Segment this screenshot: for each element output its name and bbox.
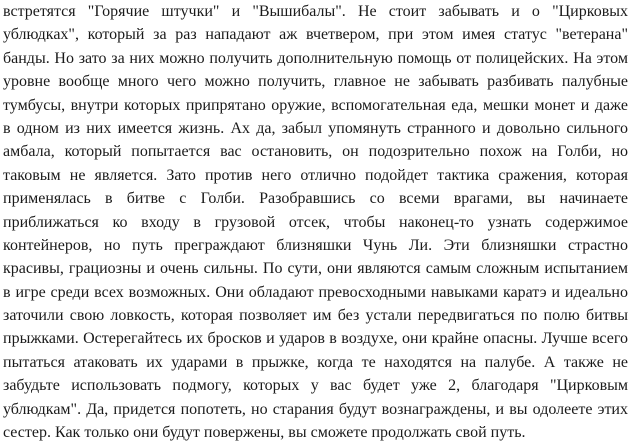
text-line: в одном из них имеется жизнь. Ах да, забыл упомянуть странного и довольно сильного bbox=[3, 119, 628, 137]
text-line: в игре среди всех возможных. Они обладают превосходными навыками каратэ и идеально bbox=[3, 283, 628, 301]
text-line: амбала, который попытается вас остановить, он подозрительно похож на Голби, но bbox=[3, 143, 628, 161]
text-line: тумбусы, внутри которых припрятано оружие, вспомогательная еда, мешки монет и даже bbox=[3, 96, 628, 114]
text-line: пытаться атаковать их ударами в прыжке, когда те находятся на палубе. А также не bbox=[3, 353, 628, 371]
text-line: забудьте использовать подмогу, которых у вас будет уже 2, благодаря "Цирковым bbox=[3, 377, 628, 395]
text-line: приближаться ко входу в грузовой отсек, чтобы наконец-то узнать содержимое bbox=[3, 213, 628, 231]
text-line: прыжками. Остерегайтесь их бросков и ударов в воздухе, они крайне опасны. Лучше всего bbox=[3, 330, 628, 348]
text-line: уровне вообще много чего можно получить, главное не забывать разбивать палубные bbox=[3, 73, 628, 91]
text-line: красивы, грациозны и очень сильны. По сути, они являются самым сложным испытанием bbox=[3, 260, 628, 278]
text-line: контейнеров, но путь преграждают близняшки Чунь Ли. Эти близняшки страстно bbox=[3, 236, 628, 254]
text-line: ублюдках", который за раз нападают аж вчетвером, при этом имея статус "ветерана" bbox=[3, 26, 628, 44]
document-text bbox=[3, 0, 628, 444]
text-line: встретятся "Горячие штучки" и "Вышибалы". Не стоит забывать и о "Цирковых bbox=[3, 3, 628, 20]
text-line: банды. Но зато за них можно получить дополнительную помощь от полицейских. На этом bbox=[3, 49, 628, 67]
text-line: применялась в битве с Голби. Разобравшись со всеми врагами, вы начинаете bbox=[3, 190, 628, 208]
text-line: сестер. Как только они будут повержены, вы сможете продолжать свой путь. bbox=[3, 424, 526, 442]
text-line: таковым не является. Зато против него отлично подойдет тактика сражения, которая bbox=[3, 166, 628, 184]
text-line: ублюдкам". Да, придется попотеть, но старания будут вознаграждены, и вы одолеете этих bbox=[3, 400, 628, 418]
text-line: заточили свою ловкость, которая позволяет им без устали передвигаться по полю битвы bbox=[3, 307, 628, 325]
